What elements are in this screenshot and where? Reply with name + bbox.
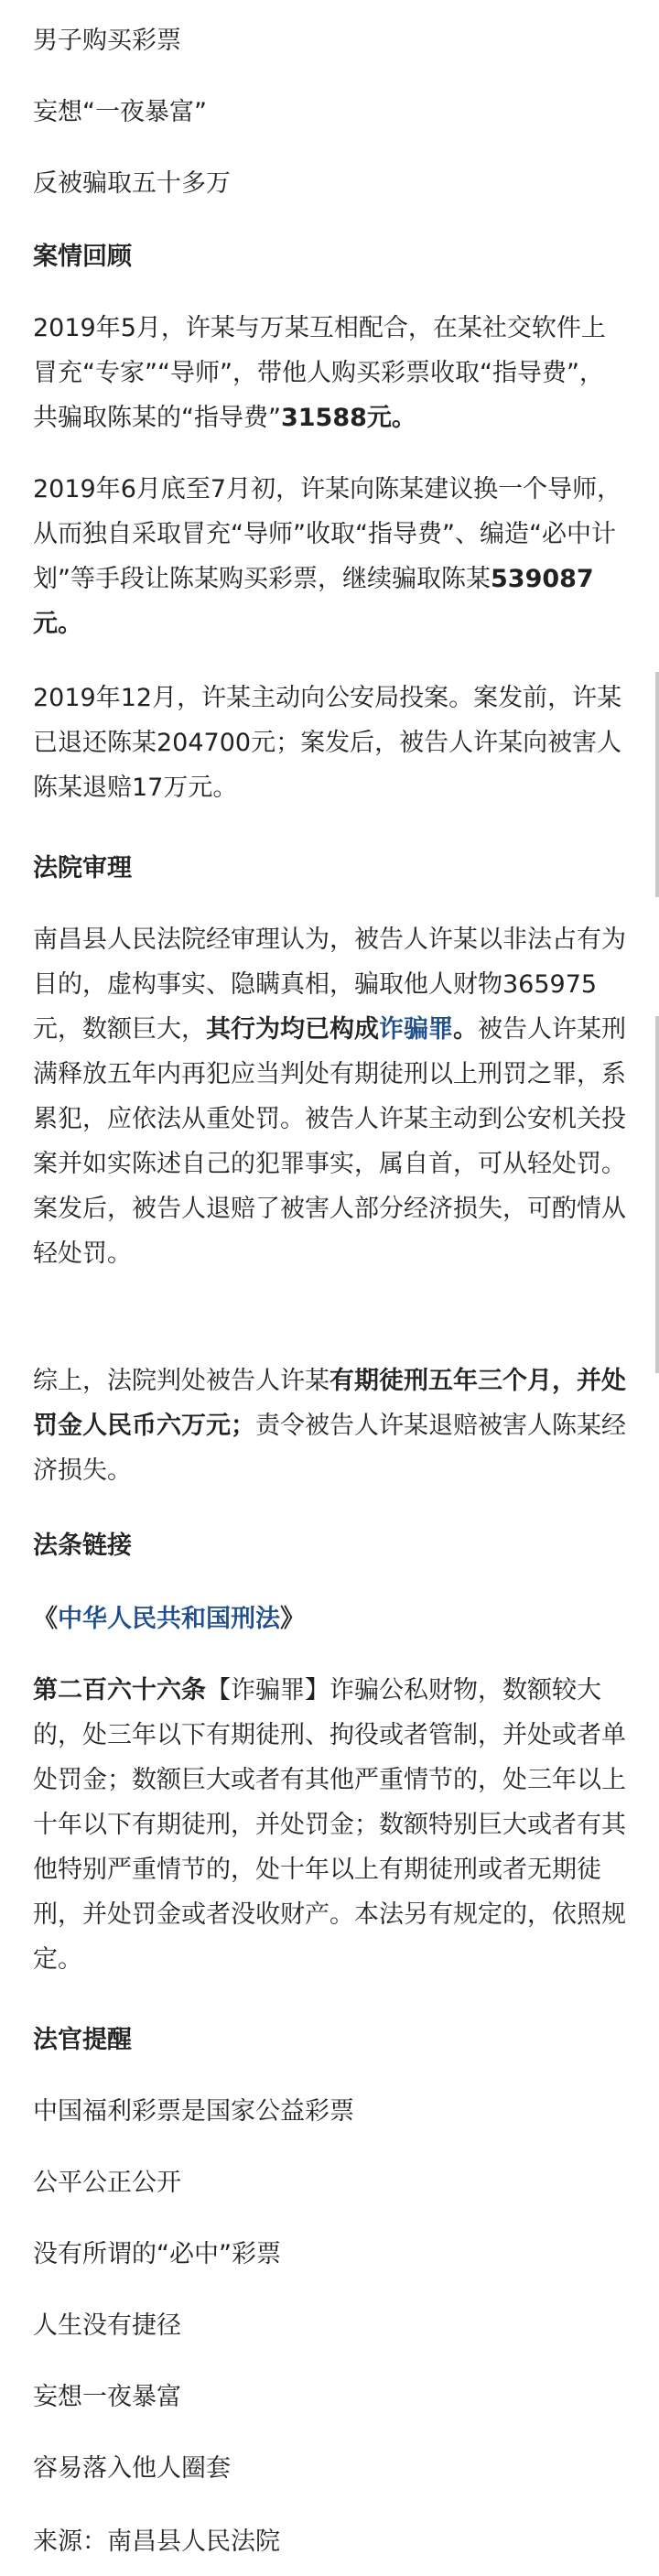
case-review-p2-text: 2019年6月底至7月初，许某向陈某建议换一个导师，从而独自采取冒充“导师”收取“指导费”、编造“必中计划”等手段让陈某购买彩票，继续骗取陈某 — [33, 475, 622, 593]
law-article-paragraph — [33, 1668, 628, 1982]
case-review-p2-amount: 539087元。 — [33, 565, 594, 638]
law-book-open: 《 — [33, 1605, 58, 1633]
law-heading: 法条链接 — [33, 1532, 132, 1560]
criminal-law-link[interactable]: 中华人民共和国刑法 — [58, 1605, 280, 1633]
case-review-p1-text: 2019年5月，许某与万某互相配合，在某社交软件上冒充“专家”“导师”，带他人购买彩票收取“指导费”，共骗取陈某的“指导费” — [33, 314, 606, 432]
law-article-text: 【诈骗罪】诈骗公私财物，数额较大的，处三年以下有期徒刑、拘役或者管制，并处或者单处罚金；数额巨大或者有其他严重情节的，处三年以上十年以下有期徒刑，并处罚金；数额特别巨大或者有其他特别严重情节的，处十年以上有期徒刑或者无期徒刑，并处罚金或者没收财产。本法另有规定的，依照规定。 — [33, 1676, 626, 1974]
reminder-line-3: 没有所谓的“必中”彩票 — [33, 2240, 281, 2268]
reminder-heading: 法官提醒 — [33, 2026, 132, 2054]
case-review-paragraph-3: 2019年12月，许某主动向公安局投案。案发前，许某已退还陈某204700元；案发后，被告人许某向被害人陈某退赔17万元。 — [33, 684, 622, 802]
case-review-heading: 案情回顾 — [33, 243, 132, 271]
court-paragraph-1 — [33, 917, 628, 1276]
law-book-title-line — [33, 1596, 305, 1642]
scroll-indicator-lower — [655, 1016, 659, 1373]
intro-line-3: 反被骗取五十多万 — [33, 169, 231, 198]
fraud-crime-link[interactable]: 诈骗罪 — [379, 1015, 453, 1044]
case-review-paragraph-2 — [33, 467, 628, 646]
case-review-paragraph-1 — [33, 306, 628, 440]
law-book-close: 》 — [280, 1605, 305, 1633]
reminder-line-1: 中国福利彩票是国家公益彩票 — [33, 2097, 354, 2126]
court-p1-bold: 其行为均已构成 — [206, 1015, 379, 1044]
court-heading: 法院审理 — [33, 854, 132, 882]
court-p2-text-a: 综上，法院判处被告人许某 — [33, 1367, 330, 1395]
court-p1-text-a: 南昌县人民法院经审理认为，被告人许某以非法占有为目的，虚构事实、隐瞒真相，骗取他人财物365975元，数额巨大， — [33, 925, 626, 1044]
intro-line-1: 男子购买彩票 — [33, 27, 181, 55]
court-p1-bold-end: 。 — [453, 1015, 478, 1044]
scroll-indicator-upper — [655, 672, 659, 897]
law-article-number: 第二百六十六条 — [33, 1676, 206, 1705]
case-review-p1-amount: 31588元。 — [280, 404, 416, 432]
court-p2-text-b: 责令被告人许某退赔被害人陈某经济损失。 — [33, 1412, 626, 1485]
reminder-line-2: 公平公正公开 — [33, 2169, 181, 2197]
court-p1-text-b: 被告人许某刑满释放五年内再犯应当判处有期徒刑以上刑罚之罪，系累犯，应依法从重处罚。被告人许某主动到公安机关投案并如实陈述自己的犯罪事实，属自首，可从轻处罚。案发后，被告人退赔了被害人部分经济损失，可酌情从轻处罚。 — [33, 1015, 626, 1268]
court-p2-bold: 有期徒刑五年三个月，并处罚金人民币六万元； — [33, 1367, 626, 1440]
source-line: 来源：南昌县人民法院 — [33, 2527, 280, 2556]
reminder-line-5: 妄想一夜暴富 — [33, 2383, 181, 2411]
court-paragraph-2 — [33, 1358, 628, 1493]
intro-line-2: 妄想“一夜暴富” — [33, 98, 207, 126]
reminder-line-4: 人生没有捷径 — [33, 2311, 181, 2340]
reminder-line-6: 容易落入他人圈套 — [33, 2454, 231, 2483]
